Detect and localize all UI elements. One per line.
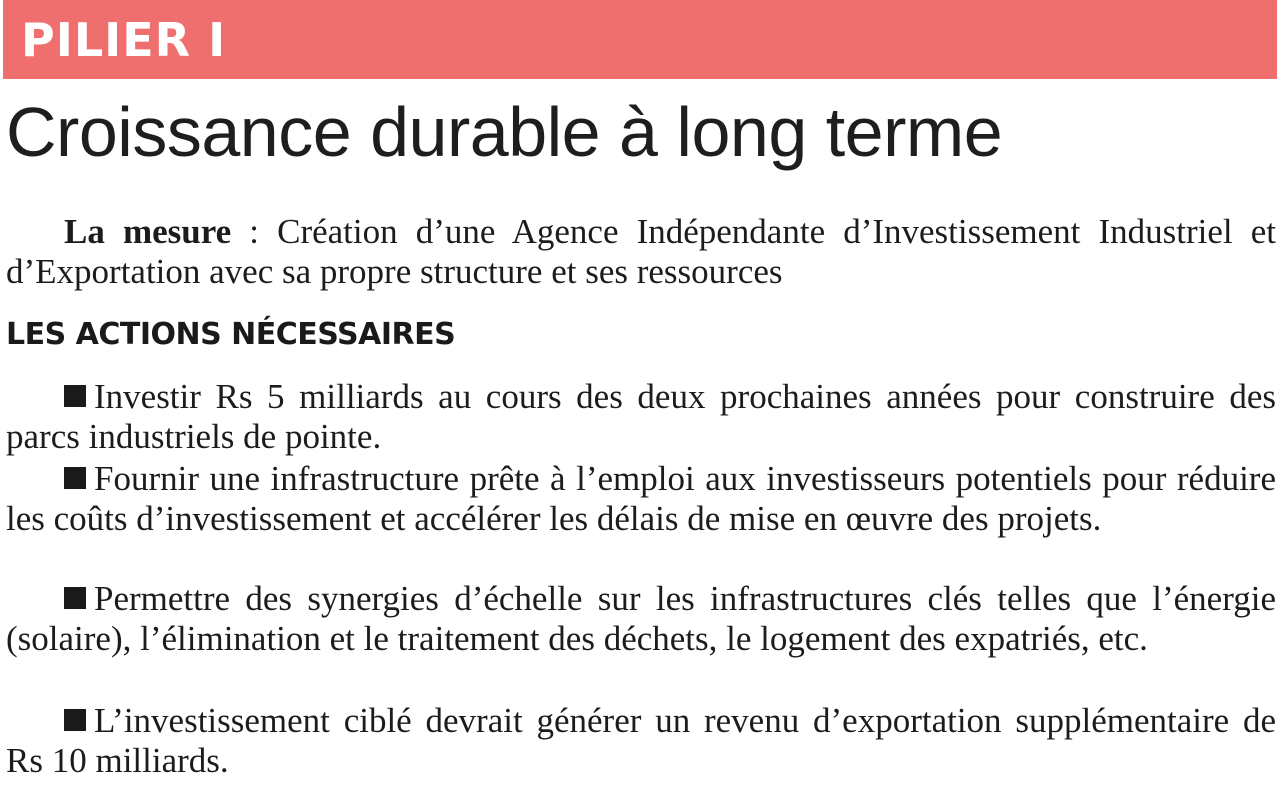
action-item [6, 459, 1276, 539]
article-headline: Croissance durable à long terme [6, 93, 1003, 171]
action-text: L’investissement ciblé devrait générer un revenu d’exportation supplémentaire de Rs 10 milliards. [6, 701, 1276, 780]
black-square-icon [64, 385, 86, 407]
banner-label: PILIER I [21, 13, 227, 67]
section-banner [3, 0, 1277, 79]
action-item [6, 377, 1276, 457]
action-text: Investir Rs 5 milliards au cours des deux prochaines années pour construire des parcs industriels de pointe. [6, 377, 1276, 456]
measure-paragraph [6, 212, 1276, 292]
measure-separator: : [231, 212, 278, 251]
action-item [6, 701, 1276, 781]
measure-label: La mesure [64, 212, 232, 251]
black-square-icon [64, 709, 86, 731]
measure-text: Création d’une Agence Indépendante d’Investissement Industriel et d’Exportation avec sa propre structure et ses ressources [6, 212, 1276, 291]
section-heading: LES ACTIONS NÉCESSAIRES [6, 317, 456, 352]
black-square-icon [64, 587, 86, 609]
black-square-icon [64, 467, 86, 489]
action-item [6, 579, 1276, 659]
action-text: Permettre des synergies d’échelle sur les infrastructures clés telles que l’énergie (solaire), l’élimination et le traitement des déchets, le logement des expatriés, etc. [6, 579, 1276, 658]
action-text: Fournir une infrastructure prête à l’emploi aux investisseurs potentiels pour réduire les coûts d’investissement et accélérer les délais de mise en œuvre des projets. [6, 459, 1276, 538]
